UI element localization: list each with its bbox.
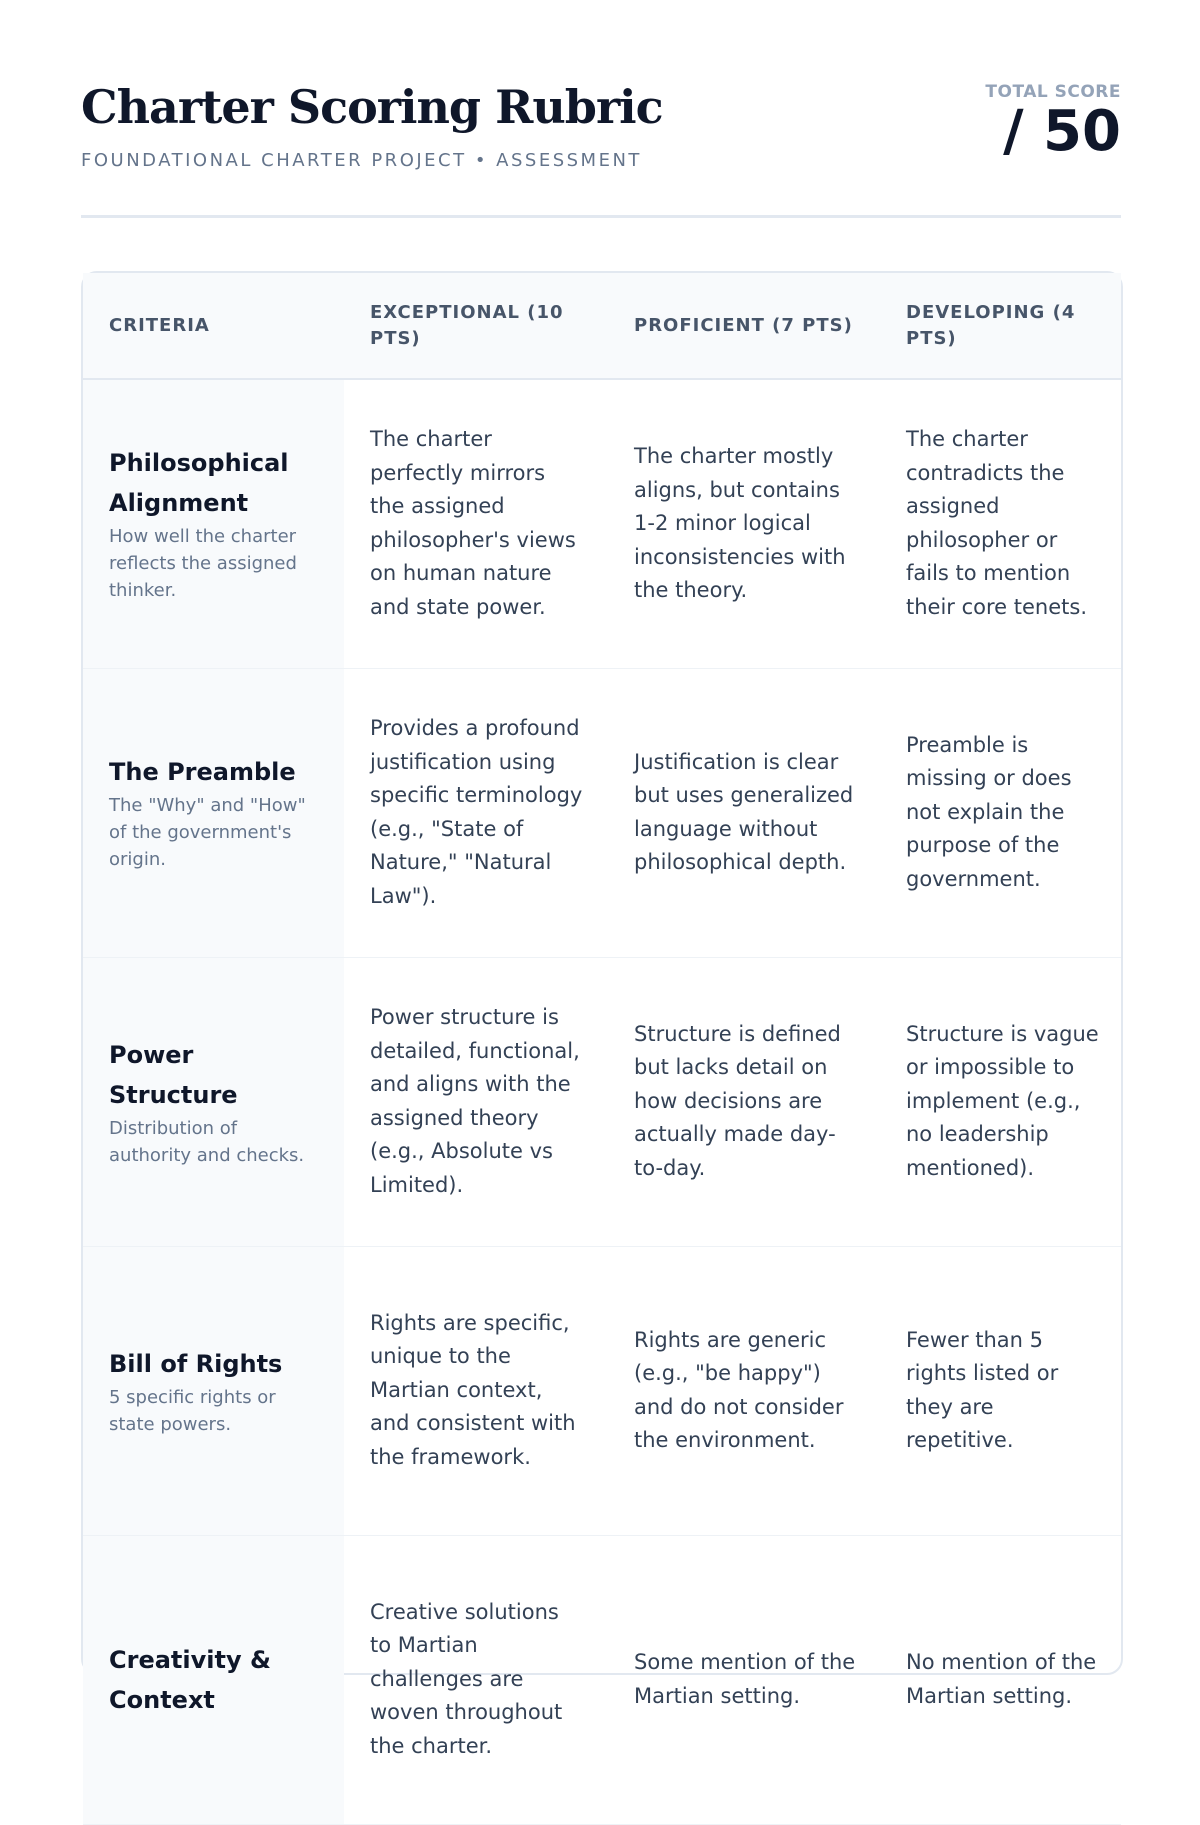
page-header <box>81 80 1121 218</box>
criteria-description: How well the charter reflects the assigned thinker. <box>109 526 297 602</box>
column-header-developing: DEVELOPING (4 PTS) <box>880 273 1121 379</box>
criteria-cell <box>83 379 344 668</box>
criteria-description: 5 specific rights or state powers. <box>109 1386 276 1435</box>
developing-cell: The charter contradicts the assigned philosopher or fails to mention their core tenets. <box>906 427 1088 619</box>
criteria-cell <box>83 957 344 1246</box>
criteria-name: Philosophical Alignment <box>109 449 289 518</box>
proficient-cell: Some mention of the Martian setting. <box>634 1650 856 1708</box>
exceptional-cell: Rights are specific, unique to the Martian context, and consistent with the framework. <box>370 1310 576 1469</box>
total-score-label: TOTAL SCORE <box>985 82 1121 102</box>
criteria-name: Bill of Rights <box>109 1349 283 1378</box>
total-score-value: / 50 <box>1003 99 1121 164</box>
table-row <box>83 1535 1121 1824</box>
criteria-name: Power Structure <box>109 1040 238 1109</box>
criteria-name: The Preamble <box>109 758 296 786</box>
page-title: Charter Scoring Rubric <box>81 80 663 134</box>
exceptional-cell: Provides a profound justification using specific terminology (e.g., "State of Nature," "Natural Law"). <box>370 716 583 908</box>
rubric-table-container <box>81 271 1123 1758</box>
column-header-proficient: PROFICIENT (7 PTS) <box>608 273 880 379</box>
criteria-description: The "Why" and "How" of the government's origin. <box>109 795 306 870</box>
table-row <box>83 668 1121 957</box>
rubric-table <box>83 273 1121 1825</box>
proficient-cell: The charter mostly aligns, but contains 1-2 minor logical inconsistencies with the theory. <box>634 444 846 602</box>
exceptional-cell: The charter perfectly mirrors the assigned philosopher's views on human nature and state power. <box>370 427 576 619</box>
table-header-row <box>83 273 1121 379</box>
proficient-cell: Rights are generic (e.g., "be happy") and do not consider the environment. <box>634 1327 844 1452</box>
exceptional-cell: Creative solutions to Martian challenges are woven throughout the charter. <box>370 1599 563 1758</box>
criteria-cell <box>83 1246 344 1535</box>
criteria-cell <box>83 1535 344 1824</box>
criteria-description: Distribution of authority and checks. <box>109 1117 305 1166</box>
criteria-cell <box>83 668 344 957</box>
table-row <box>83 379 1121 668</box>
developing-cell: Fewer than 5 rights listed or they are repetitive. <box>906 1327 1059 1452</box>
developing-cell: Structure is vague or impossible to implement (e.g., no leadership mentioned). <box>906 1021 1099 1180</box>
page-subtitle: FOUNDATIONAL CHARTER PROJECT • ASSESSMENT <box>81 150 642 171</box>
developing-cell: No mention of the Martian setting. <box>906 1650 1097 1708</box>
exceptional-cell: Power structure is detailed, functional, and aligns with the assigned theory (e.g., Absolute vs Limited). <box>370 1005 580 1197</box>
column-header-criteria: CRITERIA <box>83 273 344 379</box>
developing-cell: Preamble is missing or does not explain the purpose of the government. <box>906 732 1072 891</box>
column-header-exceptional: EXCEPTIONAL (10 PTS) <box>344 273 608 379</box>
proficient-cell: Structure is defined but lacks detail on how decisions are actually made day-to-day. <box>634 1021 841 1180</box>
table-row <box>83 957 1121 1246</box>
proficient-cell: Justification is clear but uses generalized language without philosophical depth. <box>634 749 854 874</box>
criteria-name: Creativity & Context <box>109 1645 271 1714</box>
table-row <box>83 1246 1121 1535</box>
